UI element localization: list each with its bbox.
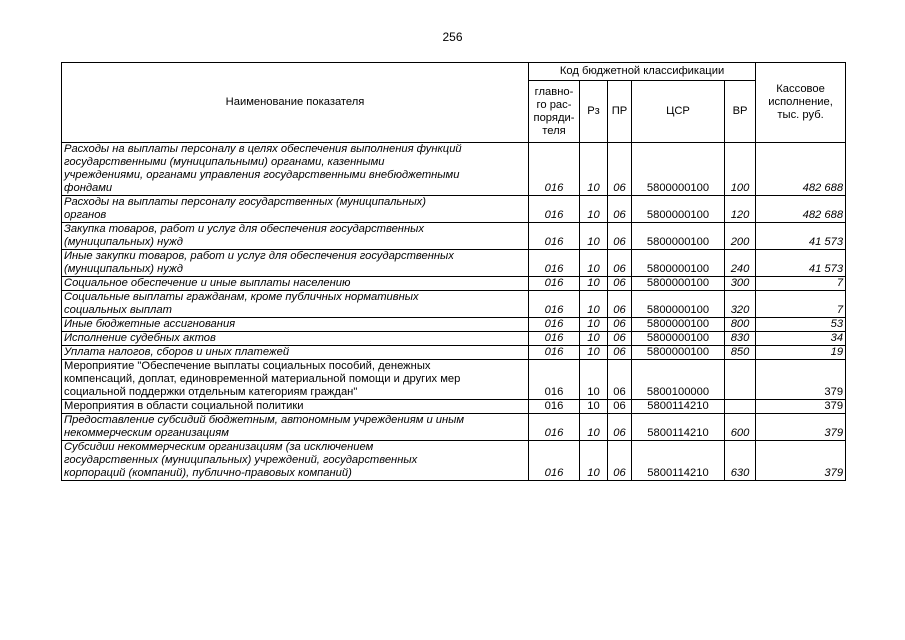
subsection-code: 06 [608, 250, 632, 277]
table-row [62, 318, 846, 332]
section-code: 10 [580, 441, 608, 481]
cash-execution-amount: 482 688 [756, 143, 846, 196]
admin-code: 016 [529, 360, 580, 400]
expense-type-code [725, 400, 756, 414]
subsection-code: 06 [608, 291, 632, 318]
indicator-name-line: социальной поддержки отдельным категориям граждан" [64, 386, 358, 398]
indicator-name-line: государственными (муниципальными) органами, казенными [64, 156, 385, 168]
subsection-code: 06 [608, 223, 632, 250]
section-code: 10 [580, 332, 608, 346]
cash-execution-amount: 53 [756, 318, 846, 332]
table-row [62, 277, 846, 291]
indicator-name [62, 400, 529, 414]
expense-type-code: 630 [725, 441, 756, 481]
section-code: 10 [580, 277, 608, 291]
indicator-name [62, 414, 529, 441]
cash-execution-amount: 41 573 [756, 223, 846, 250]
cash-execution-amount: 379 [756, 414, 846, 441]
cash-execution-amount: 34 [756, 332, 846, 346]
expense-type-code [725, 360, 756, 400]
table-row [62, 441, 846, 481]
indicator-name [62, 291, 529, 318]
target-article-code: 5800000100 [632, 250, 725, 277]
table-row [62, 414, 846, 441]
header-csr: ЦСР [632, 81, 725, 143]
cash-execution-amount: 19 [756, 346, 846, 360]
indicator-name-line: (муниципальных) нужд [64, 236, 183, 248]
expense-type-code: 200 [725, 223, 756, 250]
section-code: 10 [580, 360, 608, 400]
indicator-name-line: Предоставление субсидий бюджетным, автономным учреждениям и иным [64, 414, 465, 426]
expense-type-code: 100 [725, 143, 756, 196]
subsection-code: 06 [608, 318, 632, 332]
section-code: 10 [580, 414, 608, 441]
table-row [62, 332, 846, 346]
table-row [62, 196, 846, 223]
indicator-name [62, 196, 529, 223]
subsection-code: 06 [608, 143, 632, 196]
expense-type-code: 600 [725, 414, 756, 441]
header-admin: главно- го рас- поряди- теля [529, 81, 580, 143]
section-code: 10 [580, 346, 608, 360]
indicator-name-line: органов [64, 209, 107, 221]
target-article-code: 5800100000 [632, 360, 725, 400]
cash-execution-amount: 379 [756, 400, 846, 414]
page-number: 256 [442, 30, 463, 44]
header-amount: Кассовое исполнение, тыс. руб. [756, 63, 846, 143]
admin-code: 016 [529, 143, 580, 196]
subsection-code: 06 [608, 400, 632, 414]
admin-code: 016 [529, 318, 580, 332]
section-code: 10 [580, 223, 608, 250]
cash-execution-amount: 482 688 [756, 196, 846, 223]
expense-type-code: 300 [725, 277, 756, 291]
header-vr: ВР [725, 81, 756, 143]
header-classification-group: Код бюджетной классификации [529, 63, 756, 81]
section-code: 10 [580, 400, 608, 414]
section-code: 10 [580, 291, 608, 318]
table-body [62, 143, 846, 481]
table-row [62, 346, 846, 360]
table-row [62, 250, 846, 277]
indicator-name-line: Исполнение судебных актов [64, 332, 216, 344]
admin-code: 016 [529, 291, 580, 318]
header-name: Наименование показателя [62, 63, 529, 143]
admin-code: 016 [529, 332, 580, 346]
indicator-name [62, 332, 529, 346]
indicator-name [62, 318, 529, 332]
expense-type-code: 320 [725, 291, 756, 318]
indicator-name [62, 346, 529, 360]
indicator-name-line: Закупка товаров, работ и услуг для обеспечения государственных [64, 223, 424, 235]
indicator-name-line: государственных (муниципальных) учреждений, государственных [64, 454, 418, 466]
indicator-name-line: Мероприятия в области социальной политики [64, 400, 304, 412]
admin-code: 016 [529, 346, 580, 360]
table-row [62, 223, 846, 250]
admin-code: 016 [529, 277, 580, 291]
cash-execution-amount: 7 [756, 277, 846, 291]
table-header [62, 63, 846, 143]
subsection-code: 06 [608, 360, 632, 400]
budget-table [61, 62, 846, 481]
indicator-name-line: Расходы на выплаты персоналу государственных (муниципальных) [64, 196, 426, 208]
target-article-code: 5800000100 [632, 143, 725, 196]
indicator-name [62, 223, 529, 250]
indicator-name-line: учреждениями, органами управления государственными внебюджетными [64, 169, 460, 181]
target-article-code: 5800114210 [632, 441, 725, 481]
target-article-code: 5800000100 [632, 318, 725, 332]
target-article-code: 5800000100 [632, 346, 725, 360]
target-article-code: 5800000100 [632, 277, 725, 291]
section-code: 10 [580, 250, 608, 277]
subsection-code: 06 [608, 332, 632, 346]
expense-type-code: 800 [725, 318, 756, 332]
indicator-name [62, 250, 529, 277]
admin-code: 016 [529, 414, 580, 441]
expense-type-code: 120 [725, 196, 756, 223]
indicator-name-line: компенсаций, доплат, единовременной материальной помощи и других мер [64, 373, 461, 385]
header-pr: ПР [608, 81, 632, 143]
cash-execution-amount: 379 [756, 360, 846, 400]
admin-code: 016 [529, 223, 580, 250]
indicator-name-line: Уплата налогов, сборов и иных платежей [64, 346, 290, 358]
section-code: 10 [580, 143, 608, 196]
indicator-name [62, 277, 529, 291]
section-code: 10 [580, 196, 608, 223]
admin-code: 016 [529, 250, 580, 277]
indicator-name [62, 441, 529, 481]
target-article-code: 5800000100 [632, 196, 725, 223]
header-rz: Рз [580, 81, 608, 143]
indicator-name-line: Иные закупки товаров, работ и услуг для обеспечения государственных [64, 250, 454, 262]
indicator-name-line: Социальное обеспечение и иные выплаты населению [64, 277, 351, 289]
indicator-name-line: Иные бюджетные ассигнования [64, 318, 236, 330]
expense-type-code: 850 [725, 346, 756, 360]
expense-type-code: 830 [725, 332, 756, 346]
table-row [62, 400, 846, 414]
indicator-name [62, 143, 529, 196]
table-row [62, 360, 846, 400]
subsection-code: 06 [608, 196, 632, 223]
admin-code: 016 [529, 441, 580, 481]
indicator-name [62, 360, 529, 400]
target-article-code: 5800000100 [632, 332, 725, 346]
target-article-code: 5800000100 [632, 223, 725, 250]
subsection-code: 06 [608, 277, 632, 291]
target-article-code: 5800114210 [632, 400, 725, 414]
expense-type-code: 240 [725, 250, 756, 277]
indicator-name-line: Социальные выплаты гражданам, кроме публичных нормативных [64, 291, 419, 303]
indicator-name-line: Мероприятие "Обеспечение выплаты социальных пособий, денежных [64, 360, 431, 372]
target-article-code: 5800114210 [632, 414, 725, 441]
indicator-name-line: Субсидии некоммерческим организациям (за исключением [64, 441, 374, 453]
section-code: 10 [580, 318, 608, 332]
table-row [62, 143, 846, 196]
cash-execution-amount: 7 [756, 291, 846, 318]
admin-code: 016 [529, 196, 580, 223]
subsection-code: 06 [608, 414, 632, 441]
indicator-name-line: корпораций (компаний), публично-правовых компаний) [64, 467, 352, 479]
target-article-code: 5800000100 [632, 291, 725, 318]
cash-execution-amount: 379 [756, 441, 846, 481]
cash-execution-amount: 41 573 [756, 250, 846, 277]
indicator-name-line: фондами [64, 182, 113, 194]
subsection-code: 06 [608, 441, 632, 481]
admin-code: 016 [529, 400, 580, 414]
subsection-code: 06 [608, 346, 632, 360]
indicator-name-line: (муниципальных) нужд [64, 263, 183, 275]
indicator-name-line: некоммерческим организациям [64, 427, 229, 439]
indicator-name-line: Расходы на выплаты персоналу в целях обеспечения выполнения функций [64, 143, 462, 155]
table-row [62, 291, 846, 318]
indicator-name-line: социальных выплат [64, 304, 172, 316]
